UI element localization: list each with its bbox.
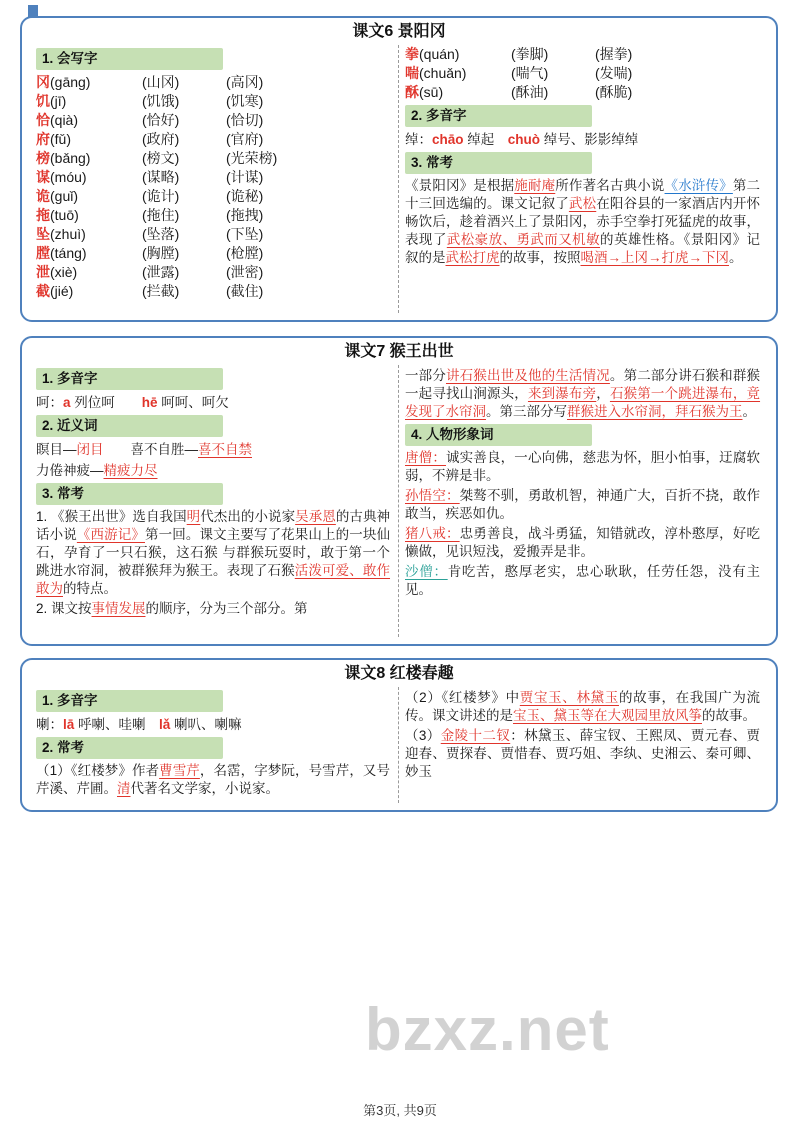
text-segment: 列位呵 — [70, 395, 142, 410]
text-segment: 的故事，在我国广为流传。课文讲述的是 — [405, 690, 761, 723]
text-segment: 喜不自胜— — [103, 442, 198, 457]
text-segment: （2）《红楼梦》中 — [405, 690, 520, 705]
hanzi-entry-row — [36, 149, 390, 168]
hanzi-pinyin: (móu) — [50, 169, 87, 185]
text-segment: 的英雄性格。《景阳冈》记叙的是 — [405, 232, 761, 265]
text-segment: 代杰出的小说家 — [200, 509, 296, 524]
text-segment: 贾宝玉、林黛玉 — [519, 690, 619, 705]
text-segment: 。第三部分写 — [486, 404, 567, 419]
example-word-2: (恰切) — [226, 112, 264, 128]
example-word-2: (发喘) — [595, 65, 633, 81]
hanzi-head — [405, 83, 511, 102]
hanzi-pinyin: (bǎng) — [50, 150, 91, 166]
hanzi-entry-row — [36, 130, 390, 149]
changkao-item-3 — [405, 727, 760, 781]
text-segment: 的顺序，分为三个部分。第 — [145, 601, 308, 616]
text-segment: 喇叭、喇嘛 — [170, 717, 242, 732]
text-segment: 诚实善良，一心向佛，慈悲为怀，胆小怕事，迂腐软弱，不辨是非。 — [405, 450, 761, 483]
hanzi-character: 谋 — [36, 169, 50, 185]
hanzi-head — [36, 206, 142, 225]
example-word-1: (酥油) — [511, 84, 549, 100]
hanzi-head — [36, 111, 142, 130]
page-number-footer: 第3页, 共9页 — [363, 1103, 437, 1118]
text-segment: 事情发展 — [91, 601, 146, 616]
text-segment: 闭目 — [76, 442, 104, 457]
example-word-1: (泄露) — [142, 264, 180, 280]
hanzi-character: 榜 — [36, 150, 50, 166]
hanzi-pinyin: (fǔ) — [50, 131, 71, 147]
hanzi-pinyin: (jī) — [50, 93, 67, 109]
text-segment: 2. 课文按 — [36, 601, 92, 616]
text-segment: 第一回。课文主要写了花果山上的一块仙石，孕育了一只石猴，这石猴 与群猴玩耍时，敢于第一个跳进水帘洞，被群猴拜为猴王。表现了石猴 — [36, 527, 391, 578]
hanzi-character: 冈 — [36, 74, 50, 90]
text-segment: 《水浒传》 — [664, 178, 733, 193]
hanzi-entry-row — [36, 73, 390, 92]
example-word-2: (官府) — [226, 131, 264, 147]
section-header-huixiezi: 1. 会写字 — [36, 48, 223, 70]
figure-zhubajie — [405, 525, 760, 561]
section-header-renwu: 4. 人物形象词 — [405, 424, 592, 446]
section-header-duoyinzi: 2. 多音字 — [405, 105, 592, 127]
hanzi-character: 喘 — [405, 65, 419, 81]
hanzi-entry-row — [36, 263, 390, 282]
text-segment: 力倦神疲— — [36, 463, 104, 478]
text-segment: 精疲力尽 — [103, 463, 158, 478]
hanzi-pinyin: (jié) — [50, 283, 74, 299]
example-word-1: (榜文) — [142, 150, 180, 166]
synonym-line-1 — [36, 440, 390, 459]
text-segment: 《西游记》 — [76, 527, 145, 542]
hanzi-entry-row — [36, 244, 390, 263]
text-segment: 石猴第一个跳进瀑布，竟发现了水帘洞 — [405, 386, 761, 419]
hanzi-entry-row — [36, 206, 390, 225]
example-word-2: (高冈) — [226, 74, 264, 90]
text-segment: ：林黛玉、薛宝钗、王熙凤、贾元春、贾迎春、贾探春、贾惜春、贾巧姐、李纨、史湘云、秦可卿、妙玉 — [405, 728, 761, 779]
text-segment: 呵： — [36, 395, 63, 410]
text-segment: 肯吃苦，憨厚老实，忠心耿耿，任劳任怨，没有主见。 — [405, 564, 760, 597]
lesson-7-title: 课文7 猴王出世 — [344, 343, 454, 360]
hanzi-character: 坠 — [36, 226, 50, 242]
text-segment: lǎ — [159, 717, 171, 732]
hanzi-entry-row — [405, 83, 760, 102]
example-word-2: (光荣榜) — [226, 150, 278, 166]
hanzi-pinyin: (gāng) — [50, 74, 91, 90]
example-word-1: (饥饿) — [142, 93, 180, 109]
text-segment: 所作著名古典小说 — [555, 178, 665, 193]
hanzi-pinyin: (qià) — [50, 112, 79, 128]
text-segment: 武松 — [568, 196, 597, 211]
text-segment: 1. 《猴王出世》选自我国 — [36, 509, 187, 524]
hanzi-head — [36, 282, 142, 301]
text-segment: 。 — [742, 404, 756, 419]
text-segment: 群猴进入水帘洞，拜石猴为王 — [567, 404, 743, 419]
watermark-text: bzxz.net — [365, 996, 610, 1063]
text-segment: 金陵十二钗 — [440, 728, 511, 743]
section-header-jinyici: 2. 近义词 — [36, 415, 223, 437]
example-word-1: (胸膛) — [142, 245, 180, 261]
example-word-2: (握拳) — [595, 46, 633, 62]
figure-tangseng — [405, 449, 760, 485]
text-segment: 曹雪芹 — [159, 763, 200, 778]
hanzi-head — [36, 187, 142, 206]
example-word-1: (谋略) — [142, 169, 180, 185]
text-segment: 清 — [117, 781, 131, 796]
example-word-2: (饥寒) — [226, 93, 264, 109]
example-word-1: (山冈) — [142, 74, 180, 90]
hanzi-head — [36, 92, 142, 111]
text-segment: 宝玉、黛玉等在大观园里放风筝 — [513, 708, 702, 723]
text-segment: 猪八戒： — [405, 526, 460, 541]
hanzi-entry-row — [36, 187, 390, 206]
text-segment: 讲石猴出世及他的生活情况 — [445, 368, 610, 383]
text-segment: a — [63, 395, 71, 410]
text-segment: 瞑目— — [36, 442, 77, 457]
example-word-2: (诡秘) — [226, 188, 264, 204]
hanzi-head — [36, 225, 142, 244]
duoyinzi-line — [36, 715, 390, 734]
hanzi-character: 恰 — [36, 112, 50, 128]
example-word-2: (枪膛) — [226, 245, 264, 261]
hanzi-head — [36, 149, 142, 168]
hanzi-entry-row — [36, 225, 390, 244]
text-segment: lā — [63, 717, 75, 732]
hanzi-entry-row — [405, 45, 760, 64]
example-word-2: (泄密) — [226, 264, 264, 280]
hanzi-pinyin: (sū) — [419, 84, 444, 100]
hanzi-head — [405, 64, 511, 83]
text-segment: 一部分 — [405, 368, 446, 383]
example-word-1: (拦截) — [142, 283, 180, 299]
text-segment: 孙悟空： — [405, 488, 460, 503]
example-word-2: (酥脆) — [595, 84, 633, 100]
text-segment: 施耐庵 — [514, 178, 556, 193]
text-segment: 。第二部分讲石猴和群猴一起寻找山涧源头， — [405, 368, 761, 401]
text-segment: hē — [141, 395, 158, 410]
hanzi-entry-row — [36, 92, 390, 111]
text-segment: （1）《红楼梦》作者 — [36, 763, 160, 778]
text-segment: 活泼可爱、敢作敢为 — [36, 563, 391, 596]
figure-sunwukong — [405, 487, 760, 523]
text-segment: 喝酒→上冈→打虎→下冈 — [580, 250, 729, 265]
example-word-2: (下坠) — [226, 226, 264, 242]
text-segment: 《景阳冈》是根据 — [405, 178, 515, 193]
lesson-7-left-column — [30, 365, 399, 637]
section-header-changkao: 3. 常考 — [36, 483, 223, 505]
section-header-duoyinzi: 1. 多音字 — [36, 368, 223, 390]
hanzi-entry-row — [36, 282, 390, 301]
text-segment: 忠勇善良，战斗勇猛，知错就改，淳朴憨厚，好吃懒做，见识短浅，爱搬弄是非。 — [405, 526, 760, 559]
example-word-2: (拖拽) — [226, 207, 264, 223]
hanzi-pinyin: (zhuì) — [50, 226, 86, 242]
hanzi-character: 酥 — [405, 84, 419, 100]
hanzi-head — [405, 45, 511, 64]
synonym-line-2 — [36, 461, 390, 480]
hanzi-head — [36, 244, 142, 263]
example-word-1: (恰好) — [142, 112, 180, 128]
text-segment: ，名霑，字梦阮，号雪芹，又号芹溪、芹圃。 — [36, 763, 391, 796]
text-segment: 在阳谷县的一家酒店内开怀畅饮后，趁着酒兴上了景阳冈，赤手空拳打死猛虎的故事，表现了 — [405, 196, 761, 247]
example-word-1: (政府) — [142, 131, 180, 147]
hanzi-pinyin: (chuǎn) — [419, 65, 467, 81]
text-segment: 来到瀑布旁 — [527, 386, 597, 401]
text-segment: 第二十三回选编的。课文记叙了 — [405, 178, 761, 211]
lesson-8-left-column — [30, 687, 399, 803]
text-segment: 呼喇、哇喇 — [74, 717, 160, 732]
example-word-1: (拳脚) — [511, 46, 549, 62]
text-segment: 唐僧： — [405, 450, 446, 465]
text-segment: 武松打虎 — [445, 250, 500, 265]
text-segment: 沙僧： — [405, 564, 448, 579]
example-word-1: (喘气) — [511, 65, 549, 81]
hanzi-character: 泄 — [36, 264, 50, 280]
hanzi-entry-row — [405, 64, 760, 83]
hanzi-pinyin: (quán) — [419, 46, 460, 62]
hanzi-pinyin: (guǐ) — [50, 188, 79, 204]
text-segment: chuò — [507, 132, 541, 147]
duoyinzi-line — [36, 393, 390, 412]
changkao-paragraph-continued — [405, 367, 760, 421]
text-segment: 明 — [186, 509, 201, 524]
lesson-card-8 — [20, 658, 778, 812]
hanzi-character: 拳 — [405, 46, 419, 62]
changkao-paragraph-2 — [36, 600, 390, 618]
hanzi-head — [36, 73, 142, 92]
text-segment: 。 — [729, 250, 743, 265]
text-segment: 呵呵、呵欠 — [157, 395, 229, 410]
lesson-6-left-column — [30, 45, 399, 313]
changkao-paragraph — [405, 177, 760, 267]
text-segment: 的故事，按照 — [499, 250, 581, 265]
hanzi-entry-list — [36, 73, 390, 301]
hanzi-character: 饥 — [36, 93, 50, 109]
duoyinzi-line — [405, 130, 760, 149]
section-header-changkao: 3. 常考 — [405, 152, 592, 174]
hanzi-character: 膛 — [36, 245, 50, 261]
hanzi-character: 诡 — [36, 188, 50, 204]
text-segment: 吴承恩 — [295, 509, 336, 524]
hanzi-pinyin: (xiè) — [50, 264, 78, 280]
hanzi-entry-row — [36, 111, 390, 130]
text-segment: 的特点。 — [63, 581, 117, 596]
text-segment: （3） — [405, 728, 441, 743]
lesson-6-columns — [30, 45, 768, 313]
text-segment: 绰起 — [463, 132, 508, 147]
changkao-item-1 — [36, 762, 390, 798]
lesson-card-6 — [20, 16, 778, 322]
text-segment: 绰号、影影绰绰 — [540, 132, 639, 147]
example-word-1: (诡计) — [142, 188, 180, 204]
hanzi-pinyin: (táng) — [50, 245, 87, 261]
example-word-1: (坠落) — [142, 226, 180, 242]
changkao-item-2 — [405, 689, 760, 725]
changkao-paragraph-1 — [36, 508, 390, 598]
hanzi-entry-row — [36, 168, 390, 187]
lesson-7-columns — [30, 365, 768, 637]
text-segment: 的古典神话小说 — [36, 509, 391, 542]
text-segment: 代著名文学家，小说家。 — [130, 781, 279, 796]
hanzi-character: 截 — [36, 283, 50, 299]
text-segment: 喜不自禁 — [198, 442, 252, 457]
example-word-2: (计谋) — [226, 169, 264, 185]
example-word-1: (拖住) — [142, 207, 180, 223]
hanzi-entry-list — [405, 45, 760, 102]
text-segment: 武松豪放、勇武而又机敏 — [446, 232, 601, 247]
example-word-2: (截住) — [226, 283, 264, 299]
text-segment: 的故事。 — [702, 708, 756, 723]
section-header-duoyinzi: 1. 多音字 — [36, 690, 223, 712]
hanzi-character: 府 — [36, 131, 50, 147]
lesson-8-columns — [30, 687, 768, 803]
figure-shaseng — [405, 563, 760, 599]
text-segment: ， — [596, 386, 610, 401]
lesson-6-right-column — [399, 45, 768, 313]
lesson-7-right-column — [399, 365, 768, 637]
hanzi-character: 拖 — [36, 207, 50, 223]
lesson-8-right-column — [399, 687, 768, 803]
hanzi-head — [36, 130, 142, 149]
section-header-changkao: 2. 常考 — [36, 737, 223, 759]
text-segment: 桀骜不驯，勇敢机智，神通广大，百折不挠，敢作敢当，疾恶如仇。 — [405, 488, 760, 521]
lesson-card-7 — [20, 336, 778, 646]
text-segment: 绰： — [405, 132, 432, 147]
hanzi-head — [36, 263, 142, 282]
text-segment: 喇： — [36, 717, 63, 732]
text-segment: chāo — [432, 132, 464, 147]
hanzi-head — [36, 168, 142, 187]
lesson-8-title: 课文8 红楼春趣 — [344, 665, 454, 682]
hanzi-pinyin: (tuō) — [50, 207, 79, 223]
lesson-6-title: 课文6 景阳冈 — [352, 23, 446, 40]
